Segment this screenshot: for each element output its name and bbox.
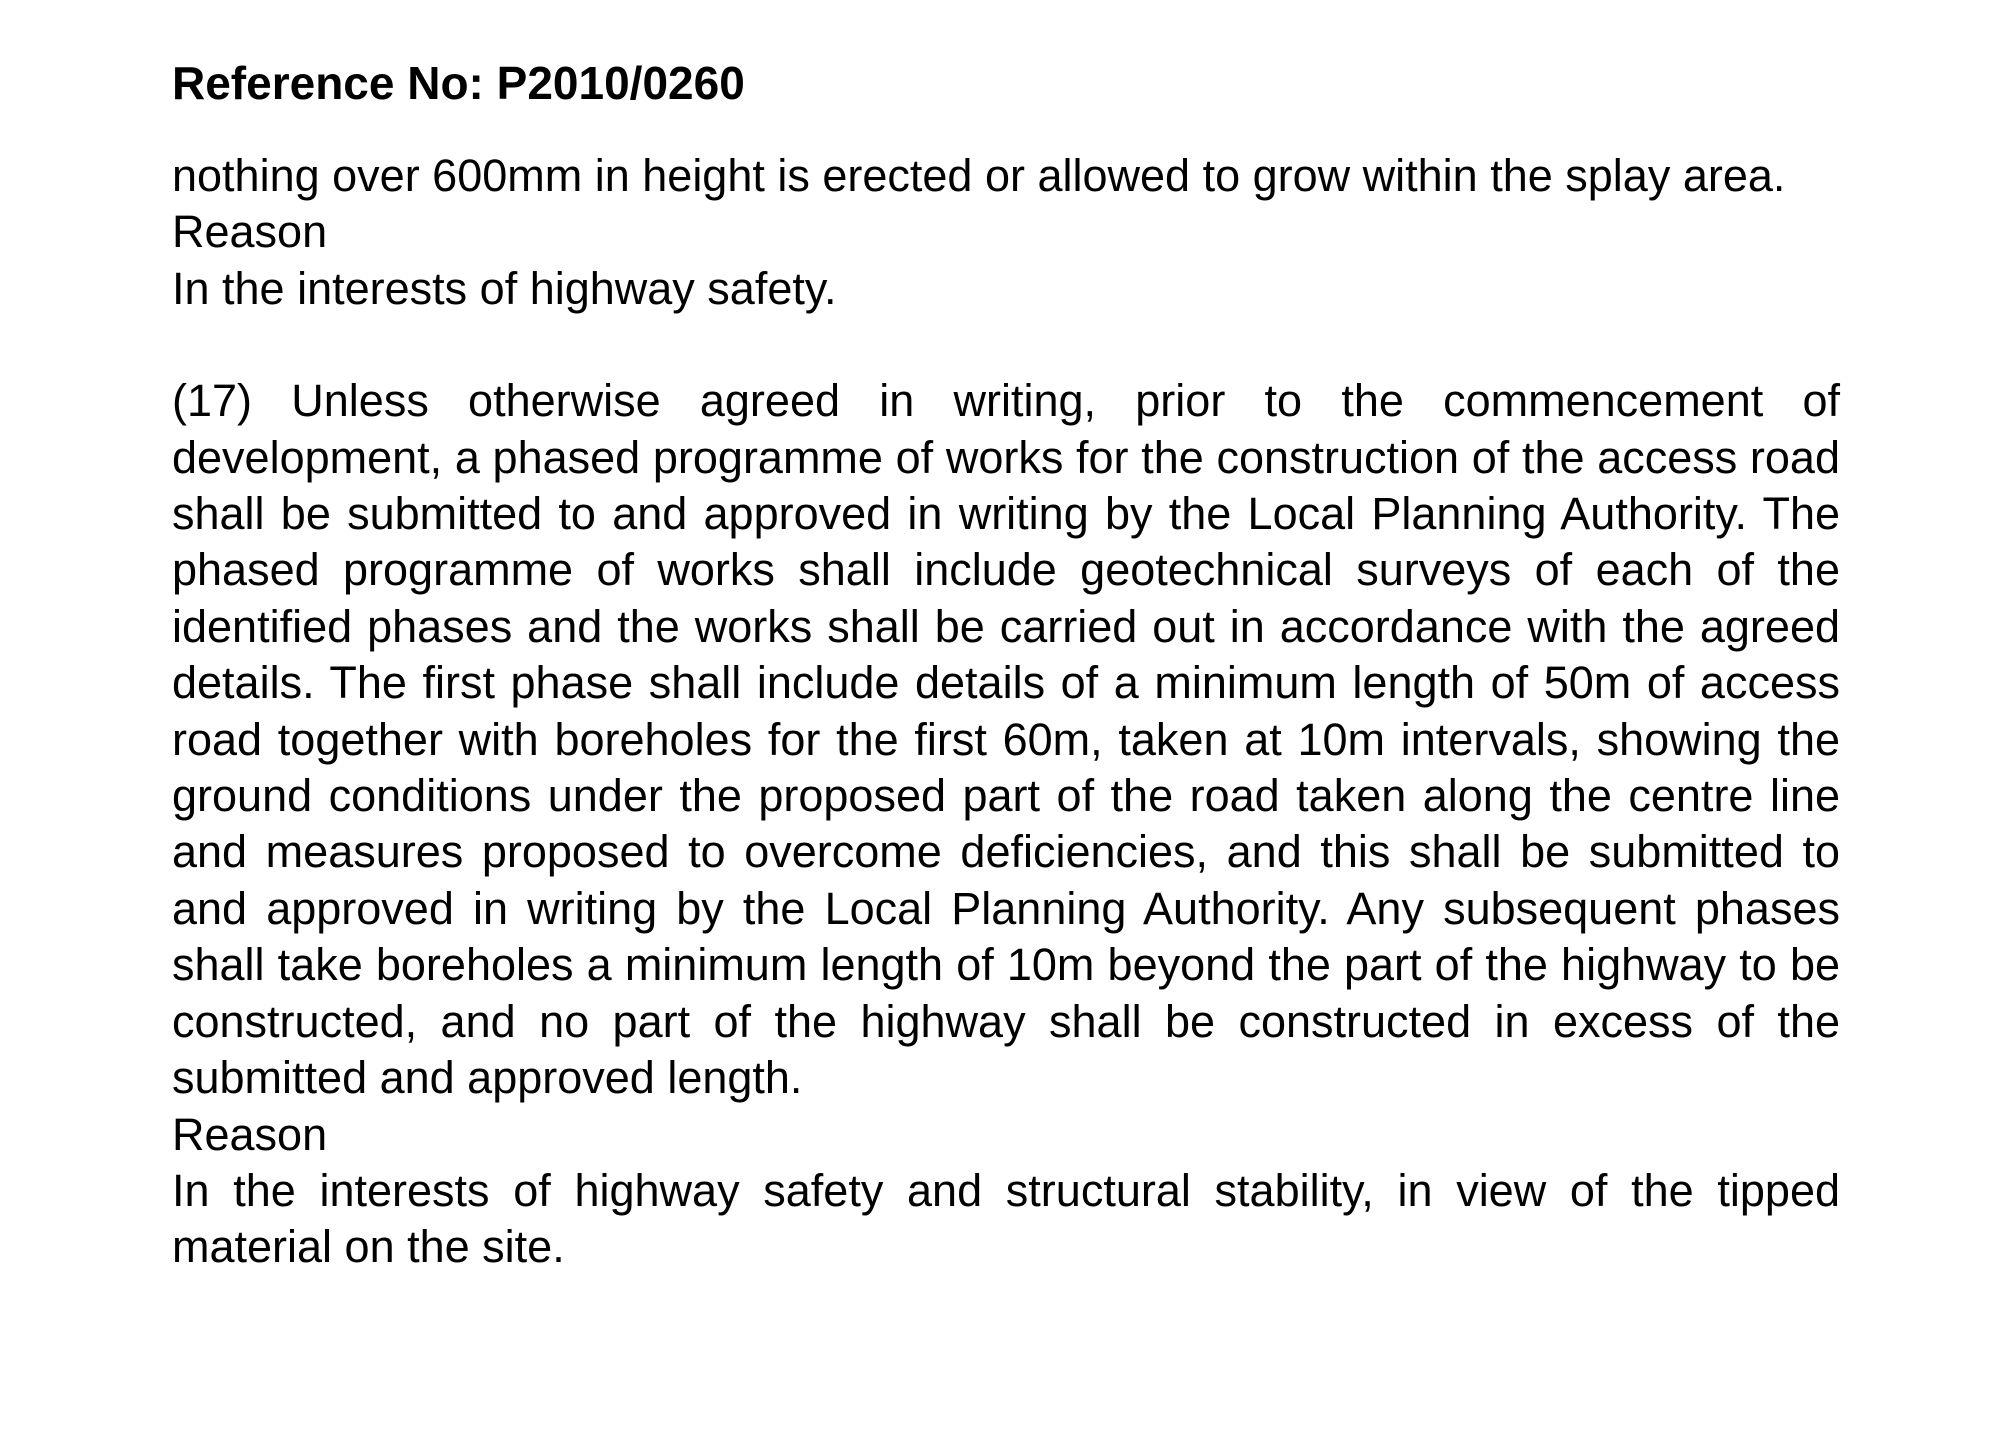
reason-text: In the interests of highway safety.	[172, 262, 837, 314]
condition-section-splay	[172, 148, 1840, 317]
section-gap	[172, 317, 1840, 373]
document-page	[172, 50, 1840, 1276]
reason-label: Reason	[172, 1108, 328, 1160]
condition-text: nothing over 600mm in height is erected or allowed to grow within the splay area.	[172, 150, 1786, 201]
condition-text: (17) Unless otherwise agreed in writing, prior to the commencement of development, a phased programme of works for the construction of the access road shall be submitted to and approved in writing by the Local Planning Authority. The phased programme of works shall include geotechnical surveys of each of the identified phases and the works shall be carried out in accordance with the agreed details. The first phase shall include details of a minimum length of 50m of access road together with boreholes for the first 60m, taken at 10m intervals, showing the ground conditions under the proposed part of the road taken along the centre line and measures proposed to overcome deficiencies, and this shall be submitted to and approved in writing by the Local Planning Authority. Any subsequent phases shall take boreholes a minimum length of 10m beyond the part of the highway to be constructed, and no part of the highway shall be constructed in excess of the submitted and approved length.	[172, 375, 1840, 1104]
reference-number-heading: Reference No: P2010/0260	[172, 57, 745, 109]
reason-text: In the interests of highway safety and structural stability, in view of the tipped material on the site.	[172, 1164, 1840, 1273]
reason-label: Reason	[172, 206, 328, 258]
condition-section-17	[172, 373, 1840, 1276]
